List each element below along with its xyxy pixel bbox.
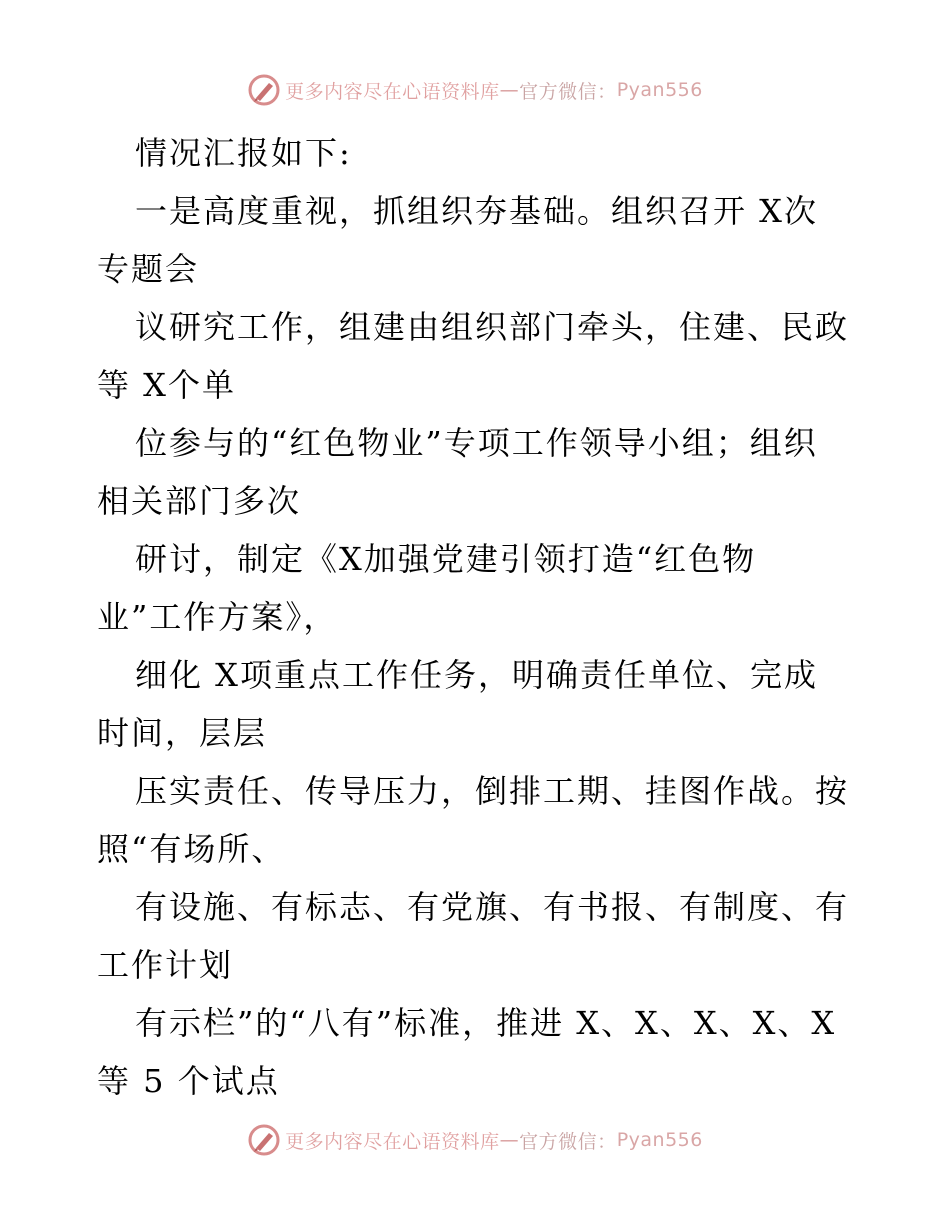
document-body	[97, 124, 857, 1110]
watermark-dash: —	[499, 79, 520, 101]
text-line: 议研究工作，组建由组织部门牵头，住建、民政	[135, 308, 850, 346]
pen-logo-icon	[247, 73, 281, 107]
text-line: 专题会	[97, 250, 200, 288]
text-line: 照“有场所、	[97, 830, 286, 868]
header-watermark	[0, 70, 950, 110]
text-line: 压实责任、传导压力，倒排工期、挂图作战。按	[135, 772, 850, 810]
text-line: 等 5 个试点	[97, 1062, 280, 1100]
watermark-wechat-label: 官方微信：	[519, 80, 617, 103]
text-line: 时间，层层	[97, 714, 268, 752]
watermark-brand-text: 更多内容尽在心语资料库	[285, 80, 500, 103]
watermark-dash: —	[499, 1129, 520, 1151]
text-line: 一是高度重视，抓组织夯基础。组织召开 X次	[135, 192, 818, 230]
footer-watermark	[0, 1120, 950, 1160]
text-line: 有示栏”的“八有”标准，推进 X、X、X、X、X	[135, 1004, 837, 1042]
text-line: 等 X个单	[97, 366, 236, 404]
pen-logo-icon	[247, 1123, 281, 1157]
text-line: 位参与的“红色物业”专项工作领导小组；组织	[135, 424, 818, 462]
text-line: 情况汇报如下:	[135, 134, 352, 172]
text-line: 工作计划	[97, 946, 234, 984]
watermark-wechat-id: Pyan556	[616, 1129, 703, 1151]
text-line: 细化 X项重点工作任务，明确责任单位、完成	[135, 656, 818, 694]
text-line: 有设施、有标志、有党旗、有书报、有制度、有	[135, 888, 850, 926]
watermark-wechat-label: 官方微信：	[519, 1130, 617, 1153]
watermark-wechat-id: Pyan556	[616, 79, 703, 101]
text-line: 研讨，制定《X加强党建引领打造“红色物	[135, 540, 757, 578]
text-line: 相关部门多次	[97, 482, 302, 520]
watermark-brand-text: 更多内容尽在心语资料库	[285, 1130, 500, 1153]
text-line: 业”工作方案》，	[97, 598, 338, 636]
